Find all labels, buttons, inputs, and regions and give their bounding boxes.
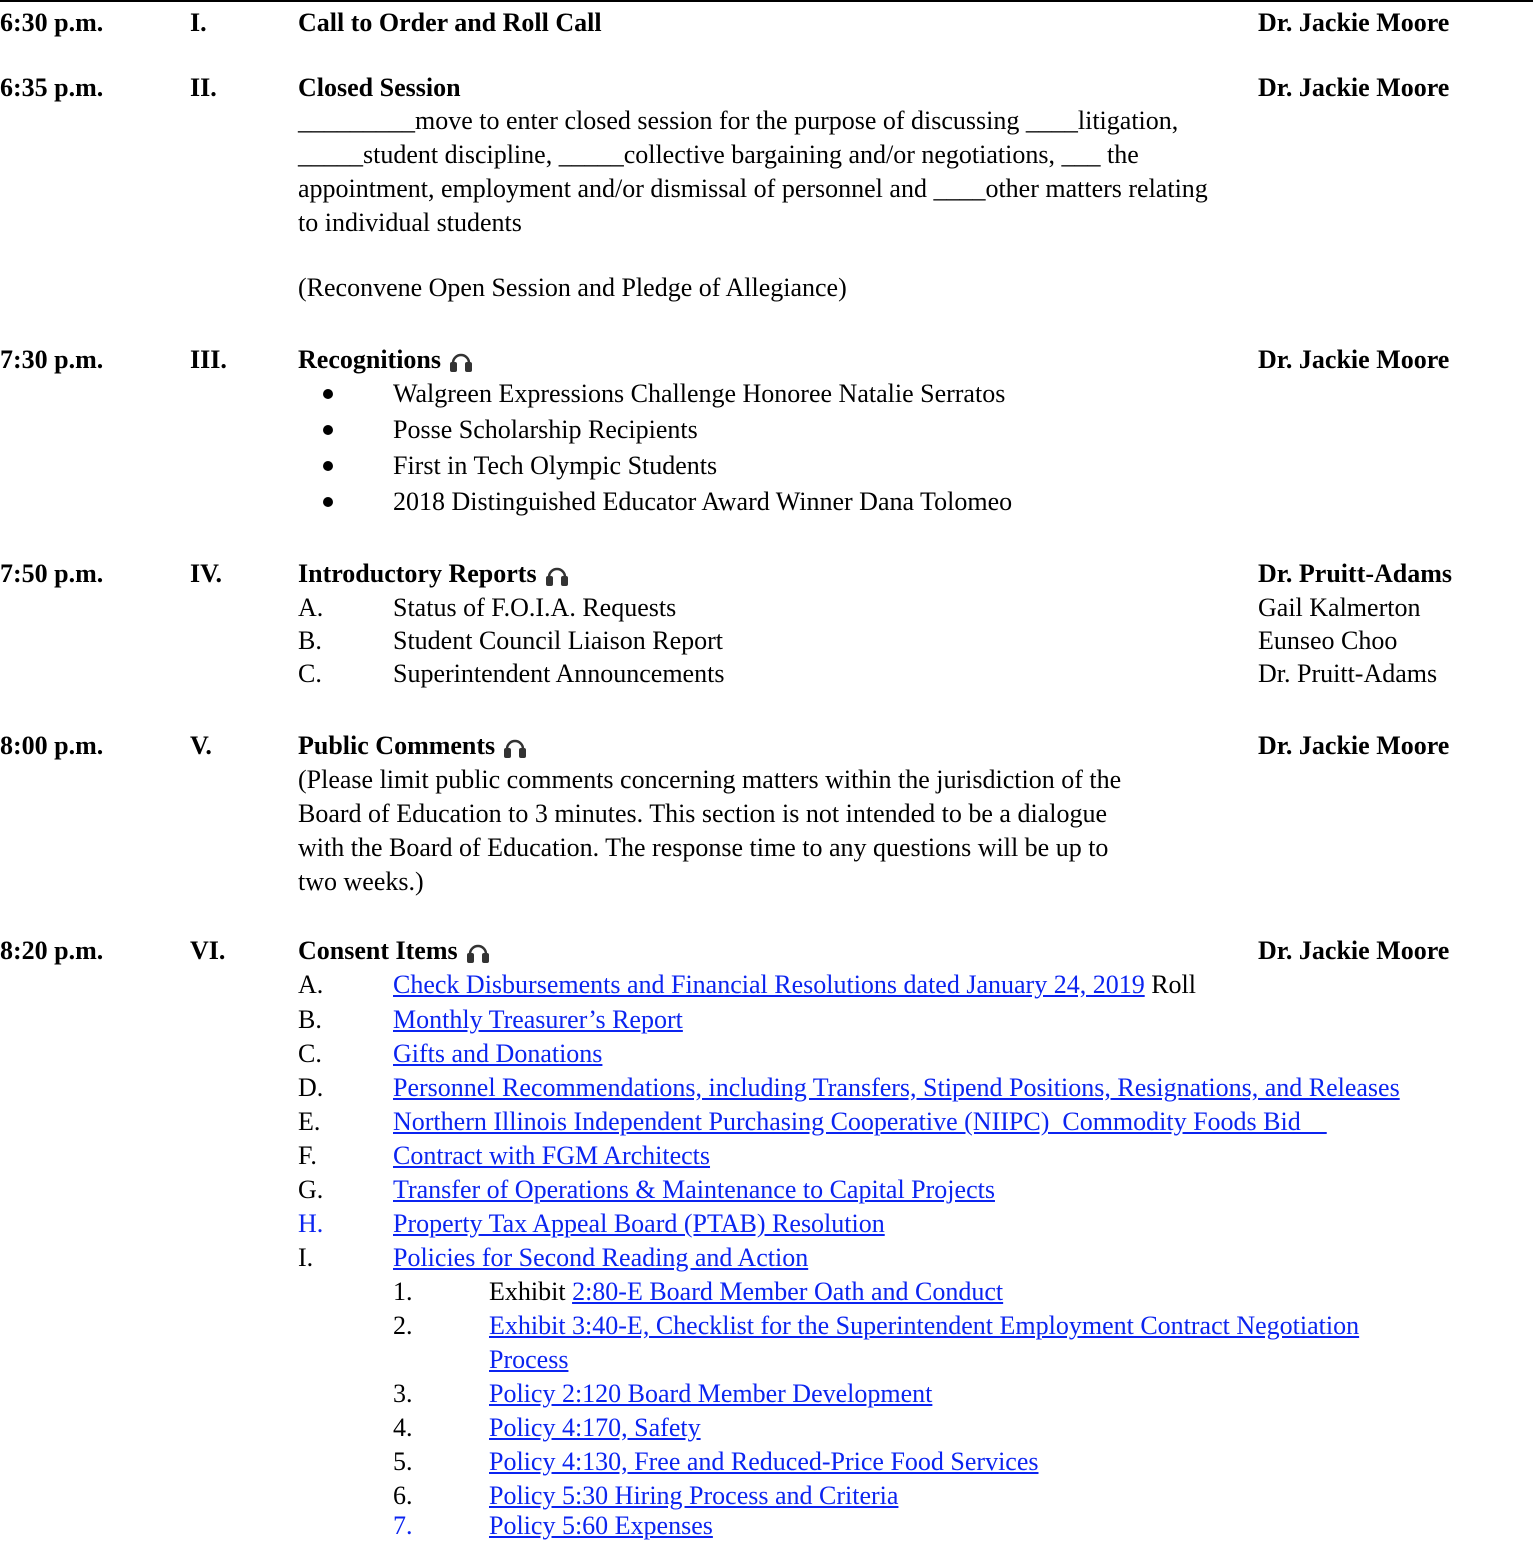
recognition-item: Posse Scholarship Recipients [393, 415, 698, 444]
consent-item-link[interactable]: Policies for Second Reading and Action [393, 1243, 809, 1272]
section-number: IV. [190, 559, 223, 588]
policy-number: 2. [393, 1311, 413, 1340]
policy-number: 3. [393, 1379, 413, 1408]
policy-number: 4. [393, 1413, 413, 1442]
bullet-marker [323, 497, 333, 507]
consent-item-link[interactable]: Gifts and Donations [393, 1039, 603, 1068]
policy-row [489, 1275, 1003, 1309]
section-time: 7:30 p.m. [0, 345, 104, 374]
consent-item-row [393, 968, 1196, 1002]
closed-session-text-line: to individual students [298, 208, 522, 237]
section-title: Public Comments [298, 731, 496, 760]
top-rule [0, 0, 1533, 2]
section-time: 8:20 p.m. [0, 936, 104, 965]
policy-link[interactable]: Exhibit 3:40-E, Checklist for the Superintendent Employment Contract Negotiation [489, 1311, 1360, 1340]
public-comments-text-line: two weeks.) [298, 867, 424, 896]
section-number: III. [190, 345, 227, 374]
item-letter: B. [298, 1005, 322, 1034]
section-title: Closed Session [298, 73, 461, 102]
section-time: 6:30 p.m. [0, 8, 104, 37]
section-title-row [298, 557, 569, 595]
section-time: 6:35 p.m. [0, 73, 104, 102]
policy-link[interactable]: Policy 4:130, Free and Reduced-Price Food Services [489, 1447, 1039, 1476]
roll-call-label: Roll [1151, 970, 1196, 999]
section-presenter: Dr. Jackie Moore [1258, 8, 1450, 37]
closed-session-text-line: _____student discipline, _____collective bargaining and/or negotiations, ___ the [298, 140, 1139, 169]
bullet-marker [323, 389, 333, 399]
report-presenter: Eunseo Choo [1258, 626, 1398, 655]
item-letter: E. [298, 1107, 321, 1136]
headphones-icon[interactable] [466, 938, 490, 972]
section-title-row [298, 343, 473, 381]
consent-item-link[interactable]: Check Disbursements and Financial Resolutions dated January 24, 2019 [393, 970, 1145, 999]
section-presenter: Dr. Jackie Moore [1258, 345, 1450, 374]
section-title-row [298, 729, 527, 767]
item-letter: A. [298, 593, 324, 622]
report-presenter: Dr. Pruitt-Adams [1258, 659, 1438, 688]
recognition-item: 2018 Distinguished Educator Award Winner Dana Tolomeo [393, 487, 1013, 516]
consent-item-link[interactable]: Property Tax Appeal Board (PTAB) Resolution [393, 1209, 885, 1238]
section-number: V. [190, 731, 212, 760]
item-letter: C. [298, 1039, 322, 1068]
item-letter: I. [298, 1243, 314, 1272]
section-number: II. [190, 73, 217, 102]
bullet-marker [323, 425, 333, 435]
report-presenter: Gail Kalmerton [1258, 593, 1421, 622]
bullet-marker [323, 461, 333, 471]
public-comments-text-line: with the Board of Education. The response time to any questions will be up to [298, 833, 1109, 862]
policy-link[interactable]: 2:80-E Board Member Oath and Conduct [572, 1277, 1004, 1306]
policy-link[interactable]: Policy 2:120 Board Member Development [489, 1379, 933, 1408]
consent-item-link[interactable]: Transfer of Operations & Maintenance to Capital Projects [393, 1175, 995, 1204]
headphones-icon[interactable] [545, 561, 569, 595]
recognition-item: Walgreen Expressions Challenge Honoree Natalie Serratos [393, 379, 1006, 408]
public-comments-text-line: (Please limit public comments concerning matters within the jurisdiction of the [298, 765, 1122, 794]
section-title: Recognitions [298, 345, 441, 374]
policy-prefix: Exhibit [489, 1277, 573, 1306]
consent-item-link[interactable]: Monthly Treasurer’s Report [393, 1005, 683, 1034]
report-item: Status of F.O.I.A. Requests [393, 593, 677, 622]
item-letter: A. [298, 970, 324, 999]
item-letter: G. [298, 1175, 324, 1204]
section-title: Call to Order and Roll Call [298, 8, 602, 37]
report-item: Student Council Liaison Report [393, 626, 724, 655]
section-title: Consent Items [298, 936, 458, 965]
section-title-row [298, 934, 490, 972]
consent-item-link[interactable]: Contract with FGM Architects [393, 1141, 711, 1170]
closed-session-text-line: appointment, employment and/or dismissal of personnel and ____other matters relating [298, 174, 1208, 203]
section-number: I. [190, 8, 207, 37]
section-title: Introductory Reports [298, 559, 537, 588]
item-letter: F. [298, 1141, 317, 1170]
policy-link[interactable]: Policy 5:30 Hiring Process and Criteria [489, 1481, 899, 1510]
headphones-icon[interactable] [449, 347, 473, 381]
recognition-item: First in Tech Olympic Students [393, 451, 718, 480]
headphones-icon[interactable] [503, 733, 527, 767]
section-time: 7:50 p.m. [0, 559, 104, 588]
section-time: 8:00 p.m. [0, 731, 104, 760]
section-presenter: Dr. Jackie Moore [1258, 73, 1450, 102]
item-letter: D. [298, 1073, 324, 1102]
section-presenter: Dr. Pruitt-Adams [1258, 559, 1453, 588]
public-comments-text-line: Board of Education to 3 minutes. This section is not intended to be a dialogue [298, 799, 1107, 828]
section-presenter: Dr. Jackie Moore [1258, 936, 1450, 965]
section-number: VI. [190, 936, 226, 965]
item-letter: H. [298, 1209, 324, 1238]
policy-number: 7. [393, 1511, 413, 1540]
consent-item-link[interactable]: Personnel Recommendations, including Transfers, Stipend Positions, Resignations, and Releases [393, 1073, 1400, 1102]
item-letter: B. [298, 626, 322, 655]
reconvene-note: (Reconvene Open Session and Pledge of Allegiance) [298, 273, 847, 302]
policy-number: 5. [393, 1447, 413, 1476]
report-item: Superintendent Announcements [393, 659, 725, 688]
policy-number: 6. [393, 1481, 413, 1510]
closed-session-text-line: _________move to enter closed session for the purpose of discussing ____litigation, [298, 106, 1179, 135]
policy-link[interactable]: Policy 5:60 Expenses [489, 1511, 713, 1540]
section-presenter: Dr. Jackie Moore [1258, 731, 1450, 760]
consent-item-link[interactable]: Northern Illinois Independent Purchasing Cooperative (NIIPC) Commodity Foods Bid [393, 1107, 1327, 1136]
policy-number: 1. [393, 1277, 413, 1306]
policy-link[interactable]: Policy 4:170, Safety [489, 1413, 701, 1442]
item-letter: C. [298, 659, 322, 688]
policy-link-continued[interactable]: Process [489, 1345, 569, 1374]
